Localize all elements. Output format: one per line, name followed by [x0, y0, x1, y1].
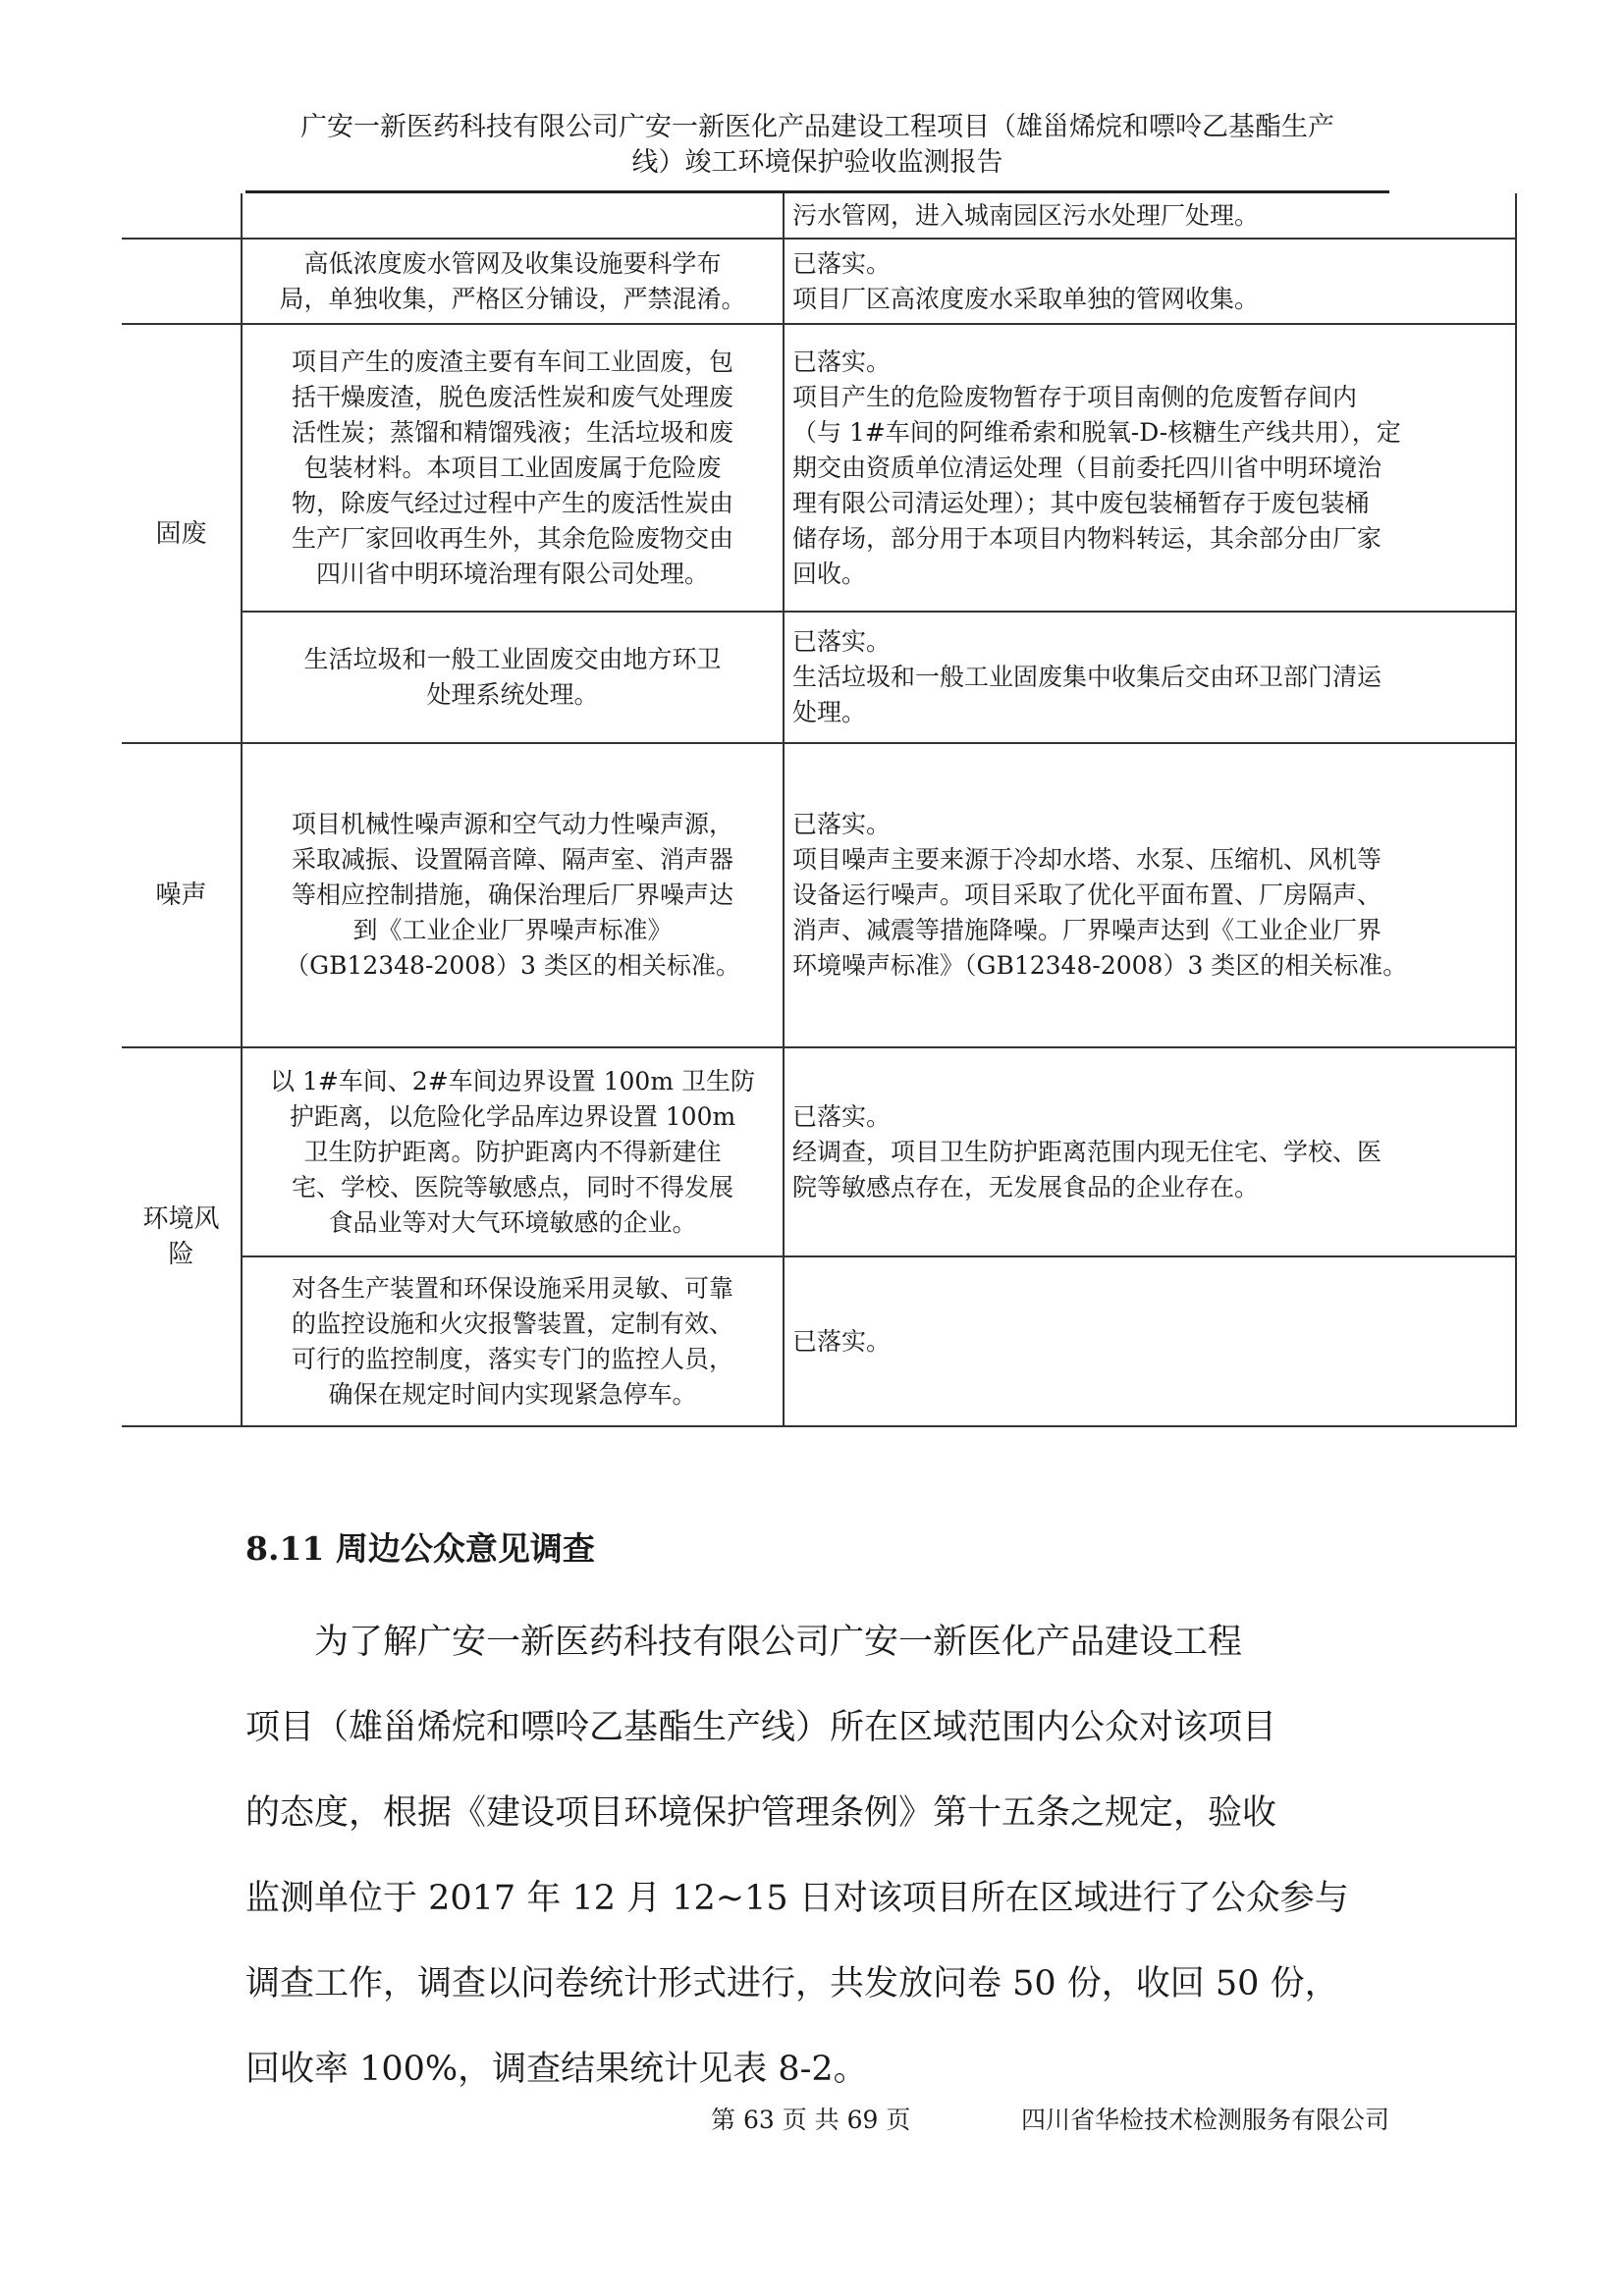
implementation-line: 项目噪声主要来源于冷却水塔、水泵、压缩机、风机等 [792, 845, 1382, 874]
requirement-line: 宅、学校、医院等敏感点，同时不得发展 [291, 1172, 733, 1201]
table-row [122, 324, 1516, 612]
implementation-cell [784, 239, 1516, 324]
requirement-line: 生活垃圾和一般工业固废交由地方环卫 [303, 645, 722, 673]
implementation-line: 已落实。 [792, 810, 892, 838]
table-row [122, 1256, 1516, 1426]
category-line: 险 [168, 1240, 194, 1269]
requirement-cell [242, 743, 784, 1047]
implementation-line: 回收。 [792, 559, 867, 588]
requirement-line: 生产厂家回收再生外，其余危险废物交由 [291, 523, 733, 553]
requirement-line: （GB12348-2008）3 类区的相关标准。 [285, 951, 740, 980]
requirement-line: 处理系统处理。 [426, 680, 599, 709]
implementation-cell [784, 1256, 1516, 1426]
implementation-line: 处理。 [792, 698, 867, 726]
implementation-line: 已落实。 [792, 248, 892, 278]
body-paragraph [245, 1600, 1394, 2112]
page-header [245, 110, 1389, 181]
requirement-line: 采取减振、设置隔音障、隔声室、消声器 [291, 845, 733, 874]
paragraph-line: 回收率 100%，调查结果统计见表 8-2。 [245, 2050, 868, 2089]
acceptance-table [122, 193, 1516, 1427]
requirement-line: 括干燥废渣，脱色废活性炭和废气处理废 [291, 382, 733, 411]
requirement-line: 四川省中明环境治理有限公司处理。 [315, 559, 709, 588]
implementation-line: （与 1#车间的阿维希索和脱氧-D-核糖生产线共用），定 [792, 417, 1401, 447]
implementation-line: 已落实。 [792, 627, 892, 656]
requirement-cell [242, 612, 784, 743]
requirement-line: 到《工业企业厂界噪声标准》 [352, 916, 673, 944]
table-row [122, 743, 1516, 1047]
requirement-line: 项目产生的废渣主要有车间工业固废，包 [291, 347, 733, 376]
implementation-line: 项目厂区高浓度废水采取单独的管网收集。 [792, 284, 1260, 313]
category-cell [122, 193, 242, 239]
implementation-line: 环境噪声标准》（GB12348-2008）3 类区的相关标准。 [792, 951, 1408, 980]
implementation-line: 已落实。 [792, 347, 892, 376]
implementation-line: 消声、减震等措施降噪。厂界噪声达到《工业企业厂界 [792, 916, 1382, 944]
requirement-cell [242, 193, 784, 239]
table-row [122, 612, 1516, 743]
requirement-line: 项目机械性噪声源和空气动力性噪声源， [291, 810, 733, 838]
implementation-line: 期交由资质单位清运处理（目前委托四川省中明环境治 [792, 453, 1382, 482]
requirement-line: 的监控设施和火灾报警装置，定制有效、 [291, 1308, 733, 1338]
implementation-line: 已落实。 [792, 1326, 892, 1356]
paragraph-line: 调查工作，调查以问卷统计形式进行，共发放问卷 50 份，收回 50 份， [245, 1964, 1339, 2003]
implementation-line: 项目产生的危险废物暂存于项目南侧的危废暂存间内 [792, 382, 1358, 411]
requirement-line: 等相应控制措施，确保治理后厂界噪声达 [291, 881, 733, 909]
requirement-line: 可行的监控制度，落实专门的监控人员， [291, 1344, 733, 1373]
requirement-cell [242, 324, 784, 612]
footer-company: 四川省华检技术检测服务有限公司 [1021, 2106, 1390, 2134]
category-cell [122, 239, 242, 324]
requirement-line: 确保在规定时间内实现紧急停车。 [328, 1379, 697, 1409]
category-line: 环境风 [142, 1204, 220, 1234]
requirement-line: 以 1#车间、2#车间边界设置 100m 卫生防 [270, 1066, 755, 1095]
implementation-cell [784, 612, 1516, 743]
requirement-line: 物，除废气经过过程中产生的废活性炭由 [291, 488, 733, 517]
implementation-line: 设备运行噪声。项目采取了优化平面布置、厂房隔声、 [792, 881, 1382, 909]
requirement-line: 护距离，以危险化学品库边界设置 100m [289, 1101, 736, 1131]
implementation-line: 院等敏感点存在，无发展食品的企业存在。 [792, 1172, 1260, 1201]
requirement-cell [242, 239, 784, 324]
implementation-line: 已落实。 [792, 1101, 892, 1131]
table-row [122, 239, 1516, 324]
table-row [122, 193, 1516, 239]
implementation-line: 理有限公司清运处理）；其中废包装桶暂存于废包装桶 [792, 488, 1370, 517]
requirement-line: 食品业等对大气环境敏感的企业。 [328, 1207, 697, 1237]
implementation-line: 污水管网，进入城南园区污水处理厂处理。 [792, 200, 1260, 230]
page-footer [711, 2104, 1398, 2137]
implementation-line: 生活垃圾和一般工业固废集中收集后交由环卫部门清运 [792, 663, 1382, 691]
category-cell: 噪声 [122, 743, 242, 1047]
page-number: 第 63 页 共 69 页 [711, 2106, 911, 2134]
requirement-line: 活性炭；蒸馏和精馏残液；生活垃圾和废 [291, 417, 733, 447]
table-row [122, 1047, 1516, 1256]
implementation-cell [784, 1047, 1516, 1256]
category-cell [122, 1047, 242, 1426]
implementation-cell [784, 324, 1516, 612]
requirement-line: 局，单独收集，严格区分铺设，严禁混淆。 [279, 284, 746, 313]
implementation-cell [784, 743, 1516, 1047]
header-title-line-2: 线）竣工环境保护验收监测报告 [631, 147, 1003, 178]
paragraph-line: 监测单位于 2017 年 12 月 12~15 日对该项目所在区域进行了公众参与 [245, 1879, 1349, 1918]
paragraph-line: 项目（雄甾烯烷和嘌呤乙基酯生产线）所在区域范围内公众对该项目 [245, 1708, 1277, 1747]
paragraph-line: 的态度，根据《建设项目环境保护管理条例》第十五条之规定，验收 [245, 1793, 1277, 1833]
paragraph-line: 为了解广安一新医药科技有限公司广安一新医化产品建设工程 [314, 1623, 1243, 1662]
requirement-line: 卫生防护距离。防护距离内不得新建住 [303, 1137, 722, 1166]
requirement-line: 包装材料。本项目工业固废属于危险废 [303, 453, 722, 482]
implementation-cell [784, 193, 1516, 239]
requirement-cell [242, 1047, 784, 1256]
requirement-cell [242, 1256, 784, 1426]
header-title-line-1: 广安一新医药科技有限公司广安一新医化产品建设工程项目（雄甾烯烷和嘌呤乙基酯生产 [300, 112, 1334, 142]
requirement-line: 高低浓度废水管网及收集设施要科学布 [303, 248, 722, 278]
category-cell: 固废 [122, 324, 242, 743]
implementation-line: 经调查，项目卫生防护距离范围内现无住宅、学校、医 [792, 1137, 1382, 1166]
section-heading: 8.11 周边公众意见调查 [245, 1529, 595, 1568]
requirement-line: 对各生产装置和环保设施采用灵敏、可靠 [291, 1273, 733, 1303]
implementation-line: 储存场，部分用于本项目内物料转运，其余部分由厂家 [792, 523, 1382, 553]
